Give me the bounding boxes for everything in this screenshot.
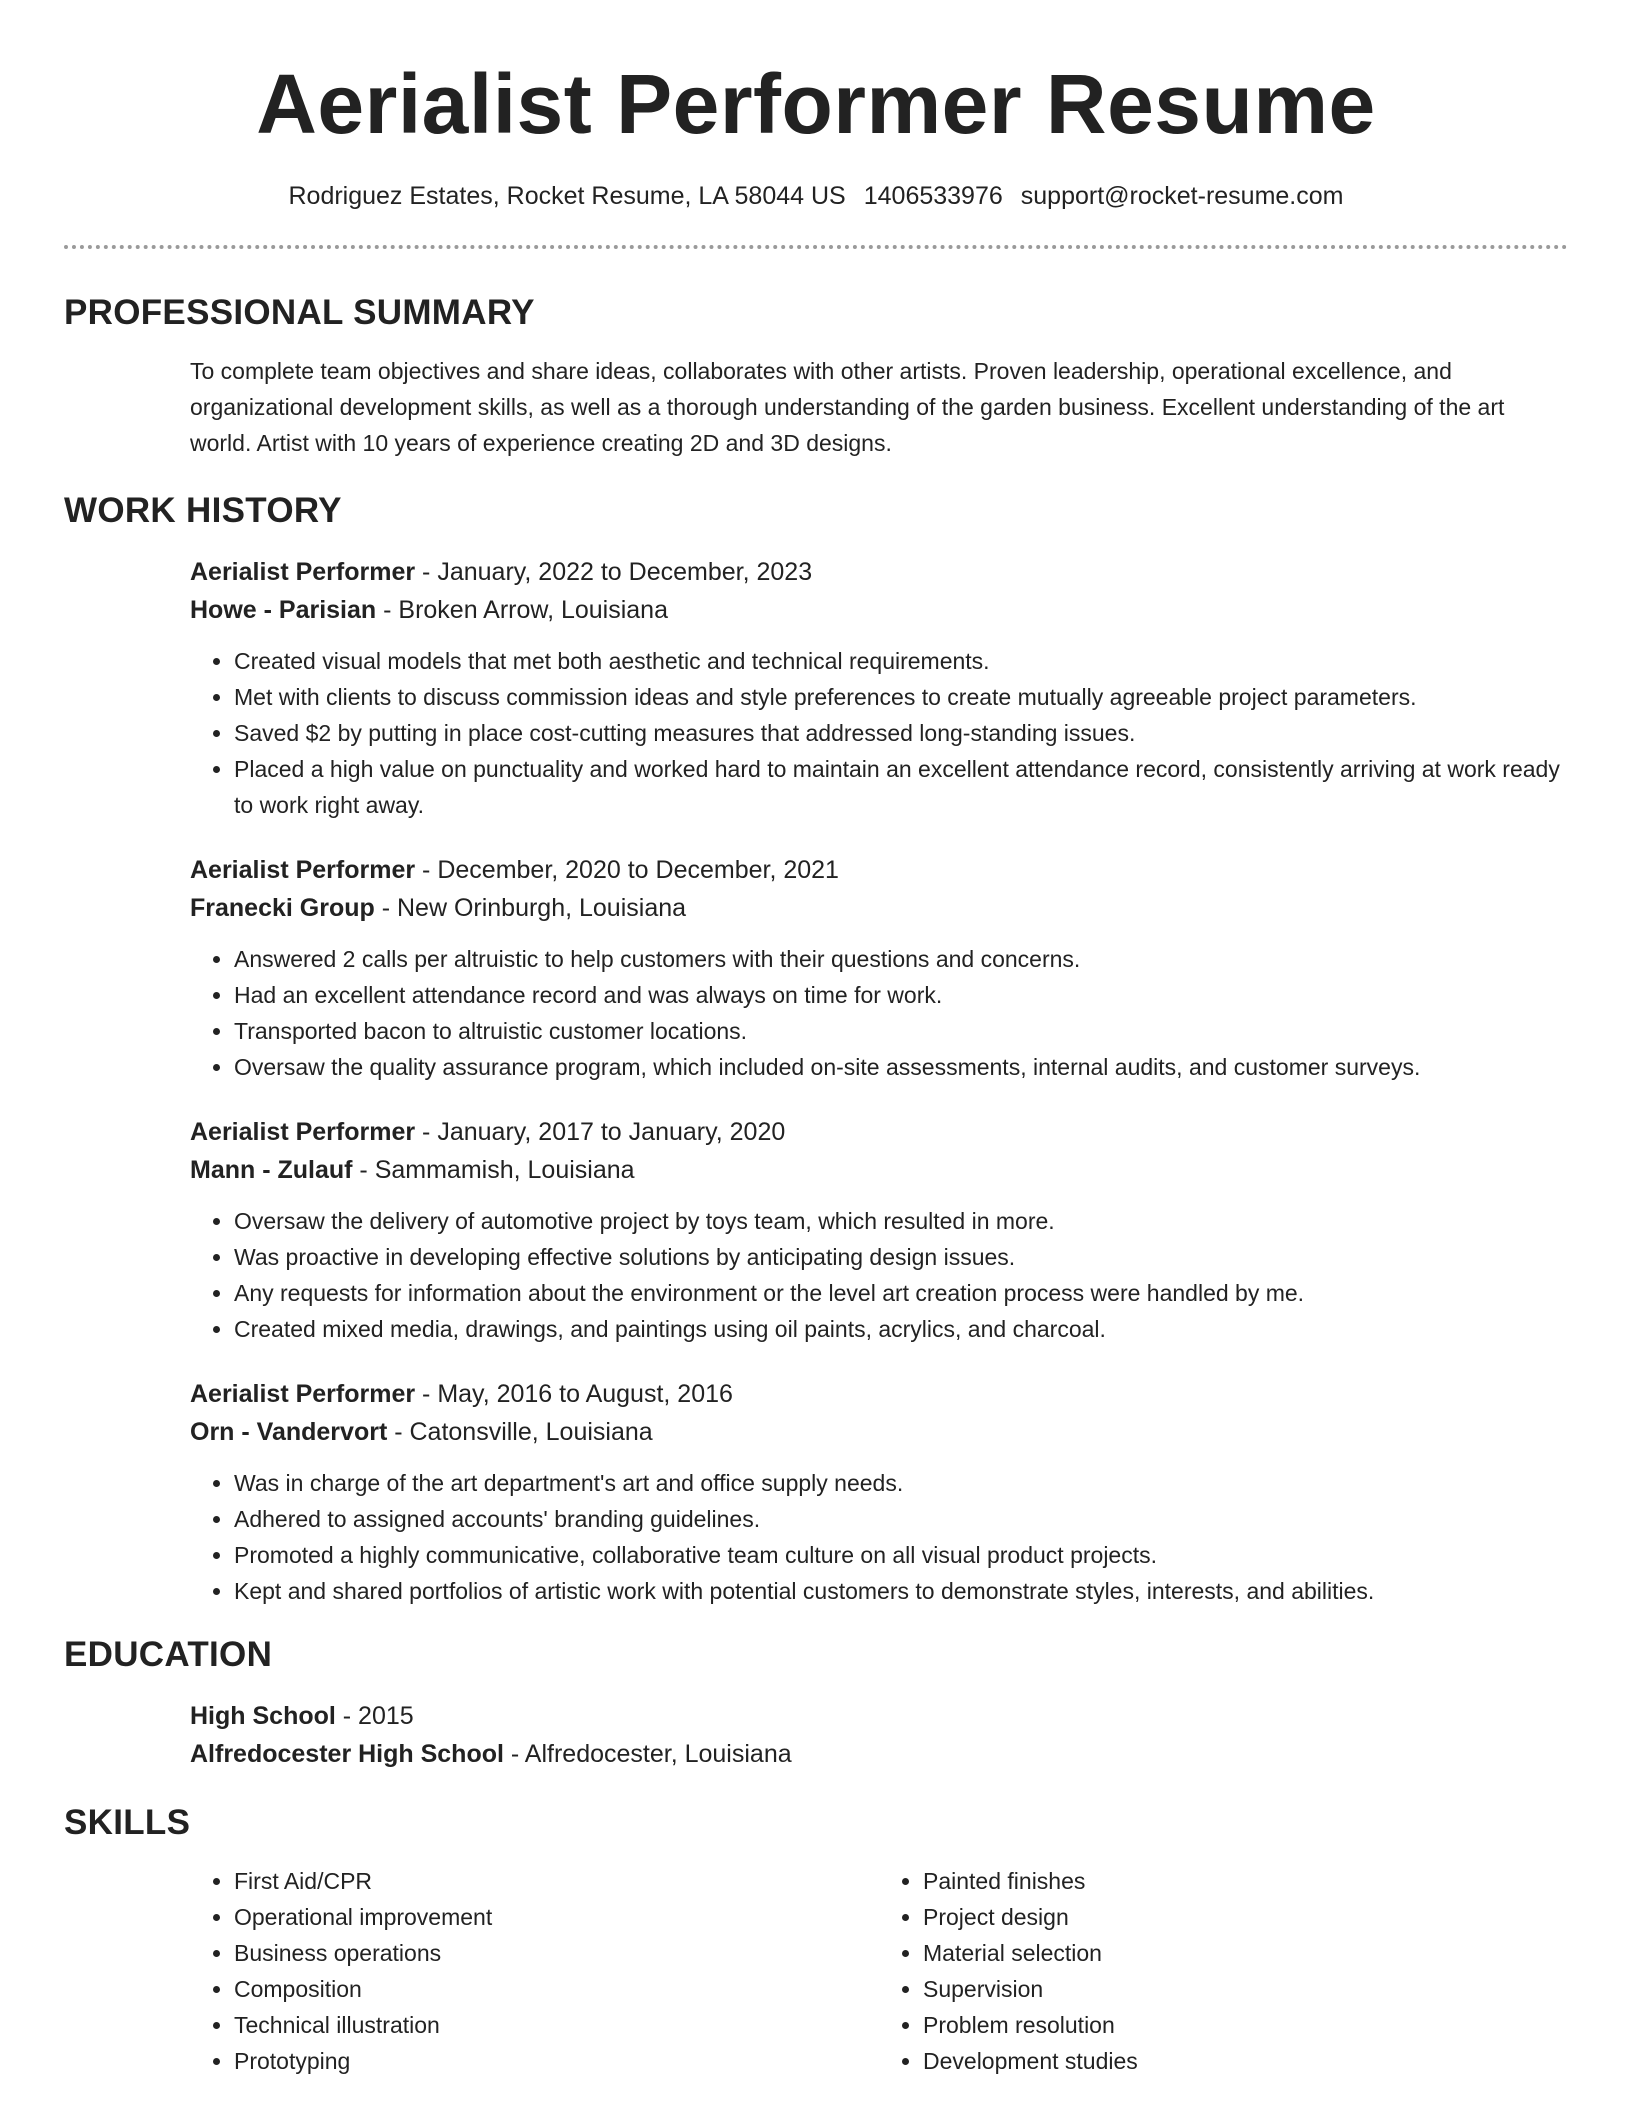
job-bullet: • Kept and shared portfolios of artistic work with potential customers to demonstrate styles, interests, and abilities. [234,1573,1568,1609]
contact-phone: 1406533976 [863,182,1003,210]
job-bullets [190,941,1568,1085]
job-title-line [190,1113,1568,1151]
job-company-line [190,1151,1568,1189]
skill-item: • Composition [234,1971,879,2007]
job-company: Mann - Zulauf [190,1156,353,1184]
education-year: - 2015 [335,1702,414,1730]
job-company: Howe - Parisian [190,596,377,624]
skills-list [190,1863,1568,2079]
job-location: - Broken Arrow, Louisiana [376,596,668,624]
skill-item: • Business operations [234,1935,879,1971]
job-title-line [190,1375,1568,1413]
job-bullet: • Placed a high value on punctuality and worked hard to maintain an excellent attendance record, consistently arriving at work ready to work right away. [234,751,1568,823]
education-location: - Alfredocester, Louisiana [503,1740,792,1768]
work-history-heading: WORK HISTORY [64,491,342,530]
job-location: - Sammamish, Louisiana [352,1156,635,1184]
job-bullet: • Saved $2 by putting in place cost-cutting measures that addressed long-standing issues. [234,715,1568,751]
job-bullets [190,643,1568,823]
job-company: Orn - Vandervort [190,1418,388,1446]
job-bullet: • Met with clients to discuss commission ideas and style preferences to create mutually agreeable project parameters. [234,679,1568,715]
job-bullets [190,1465,1568,1609]
contact-address: Rodriguez Estates, Rocket Resume, LA 58044 US [288,182,846,210]
skills-column-right [879,1863,1568,2079]
skill-item: • Technical illustration [234,2007,879,2043]
skill-item: • Development studies [923,2043,1568,2079]
education-degree-line [190,1697,1568,1735]
job-entry [190,1113,1568,1347]
job-dates: - May, 2016 to August, 2016 [415,1380,733,1408]
job-position: Aerialist Performer [190,558,416,586]
job-dates: - January, 2017 to January, 2020 [415,1118,786,1146]
job-bullet: • Was proactive in developing effective solutions by anticipating design issues. [234,1239,1568,1275]
job-company-line [190,1413,1568,1451]
education-school: Alfredocester High School [190,1740,504,1768]
skill-item: • Supervision [923,1971,1568,2007]
skills-column-left [190,1863,879,2079]
job-bullets [190,1203,1568,1347]
skill-item: • Project design [923,1899,1568,1935]
header-divider [64,245,1568,249]
job-company-line [190,591,1568,629]
job-position: Aerialist Performer [190,1380,416,1408]
job-entry [190,553,1568,823]
job-dates: - January, 2022 to December, 2023 [415,558,813,586]
job-bullet: • Promoted a highly communicative, collaborative team culture on all visual product projects. [234,1537,1568,1573]
job-bullet: • Oversaw the delivery of automotive project by toys team, which resulted in more. [234,1203,1568,1239]
education-school-line [190,1735,1568,1773]
job-title-line [190,553,1568,591]
job-bullet: • Any requests for information about the environment or the level art creation process were handled by me. [234,1275,1568,1311]
job-company-line [190,889,1568,927]
skill-item: • Material selection [923,1935,1568,1971]
job-bullet: • Created visual models that met both aesthetic and technical requirements. [234,643,1568,679]
job-bullet: • Adhered to assigned accounts' branding guidelines. [234,1501,1568,1537]
job-location: - New Orinburgh, Louisiana [374,894,687,922]
job-company: Franecki Group [190,894,375,922]
job-bullet: • Answered 2 calls per altruistic to help customers with their questions and concerns. [234,941,1568,977]
job-entry [190,851,1568,1085]
job-location: - Catonsville, Louisiana [387,1418,653,1446]
job-position: Aerialist Performer [190,856,416,884]
summary-text: To complete team objectives and share ideas, collaborates with other artists. Proven leadership, operational excellence, and organizational development skills, as well as a thorough understanding of the garden business. Excellent understanding of the art world. Artist with 10 years of experience creating 2D and 3D designs. [190,358,1505,456]
job-bullet: • Oversaw the quality assurance program, which included on-site assessments, internal audits, and customer surveys. [234,1049,1568,1085]
job-entry [190,1375,1568,1609]
resume-title: Aerialist Performer Resume [256,57,1376,151]
job-dates: - December, 2020 to December, 2021 [415,856,839,884]
job-position: Aerialist Performer [190,1118,416,1146]
skill-item: • Operational improvement [234,1899,879,1935]
skills-heading: SKILLS [64,1803,191,1842]
skill-item: • Painted finishes [923,1863,1568,1899]
contact-info [64,182,1568,211]
skill-item: • Prototyping [234,2043,879,2079]
summary-heading: PROFESSIONAL SUMMARY [64,293,535,332]
resume-page [64,0,1568,2079]
skill-item: • Problem resolution [923,2007,1568,2043]
education-degree: High School [190,1702,336,1730]
contact-email[interactable]: support@rocket-resume.com [1020,182,1344,210]
job-bullet: • Had an excellent attendance record and was always on time for work. [234,977,1568,1013]
job-bullet: • Created mixed media, drawings, and paintings using oil paints, acrylics, and charcoal. [234,1311,1568,1347]
job-bullet: • Was in charge of the art department's art and office supply needs. [234,1465,1568,1501]
education-entry [190,1697,1568,1773]
job-title-line [190,851,1568,889]
education-heading: EDUCATION [64,1635,273,1674]
skill-item: • First Aid/CPR [234,1863,879,1899]
job-bullet: • Transported bacon to altruistic customer locations. [234,1013,1568,1049]
